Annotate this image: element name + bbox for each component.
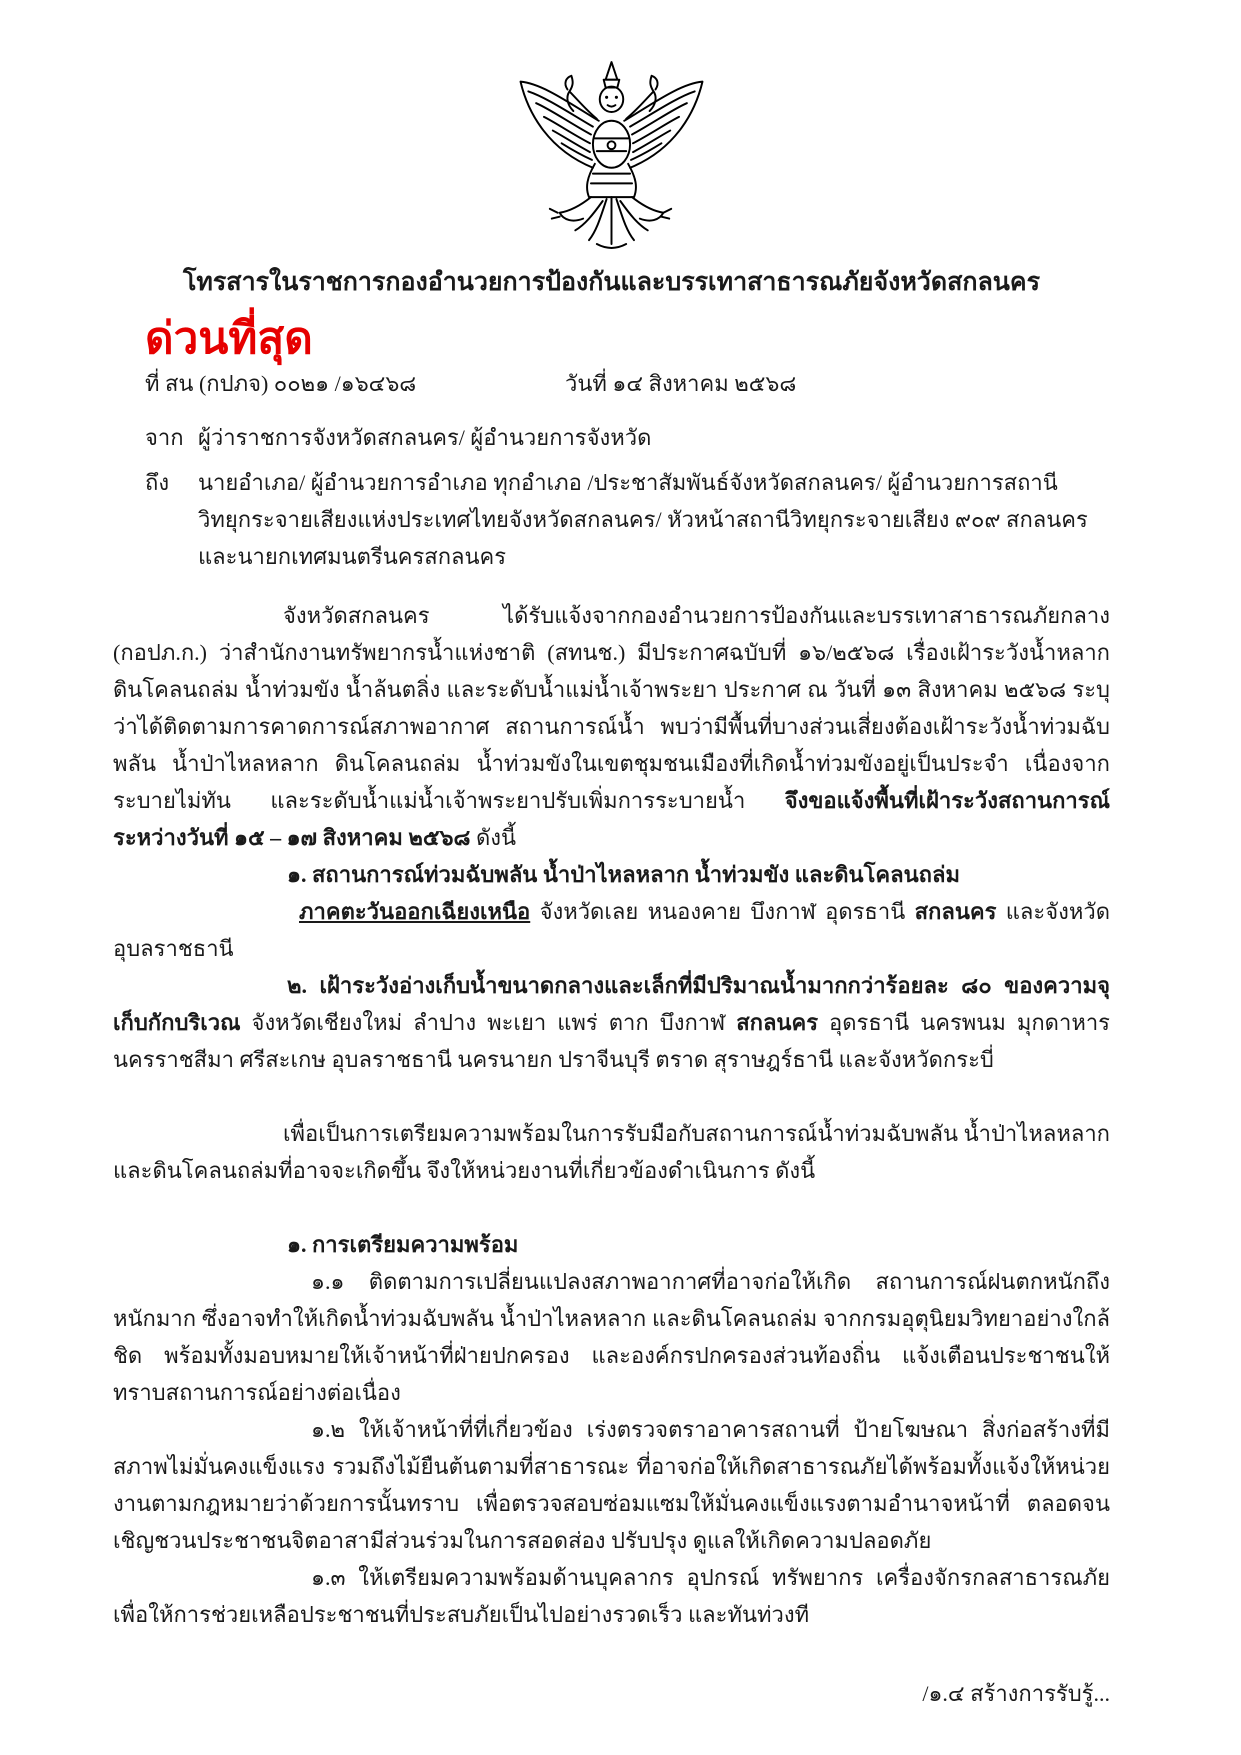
section-2-provinces-1: จังหวัดเชียงใหม่ ลำปาง พะเยา แพร่ ตาก บึงกาฬ — [240, 1010, 737, 1036]
section-2-heading: ๒. เฝ้าระวังอ่างเก็บน้ำขนาดกลางและเล็กที่มีปริมาณน้ำมากกว่าร้อยละ ๘๐ ของความจุเก็บกักบริเวณ — [113, 973, 1110, 1036]
intro-bold-alert: จึงขอแจ้งพื้นที่เฝ้าระวังสถานการณ์ระหว่างวันที่ ๑๕ – ๑๗ สิงหาคม ๒๕๖๘ — [113, 788, 1110, 851]
region-name: ภาคตะวันออกเฉียงเหนือ — [299, 899, 531, 925]
region-province-highlight: สกลนคร — [914, 899, 997, 925]
item-1-3-paragraph: ๑.๓ ให้เตรียมความพร้อมด้านบุคลากร อุปกรณ์ ทรัพยากร เครื่องจักรกลสาธารณภัย เพื่อให้การช่วยเหลือประชาชนที่ประสบภัยเป็นไปอย่างรวดเร็ว และทันท่วงที — [113, 1565, 1110, 1628]
section-2-province-highlight: สกลนคร — [736, 1010, 819, 1036]
to-value: นายอำเภอ/ ผู้อำนวยการอำเภอ ทุกอำเภอ /ประชาสัมพันธ์จังหวัดสกลนคร/ ผู้อำนวยการสถานี วิทยุกระจายเสียงแห่งประเทศไทยจังหวัดสกลนคร/ หัวหน้าสถานีวิทยุกระจายเสียง ๙๐๙ สกลนคร และนายกเทศมนตรีนครสกลนคร — [198, 470, 1088, 570]
page-continuation-note: /๑.๔ สร้างการรับรู้... — [922, 1681, 1110, 1707]
item-1-2-paragraph: ๑.๒ ให้เจ้าหน้าที่ที่เกี่ยวข้อง เร่งตรวจตราอาคารสถานที่ ป้ายโฆษณา สิ่งก่อสร้างที่มีสภาพไม่มั่นคงแข็งแรง รวมถึงไม้ยืนต้นตามที่สาธารณะ ที่อาจก่อให้เกิดสาธารณภัยได้พร้อมทั้งแจ้งให้หน่วยงานตามกฎหมายว่าด้วยการนั้นทราบ เพื่อตรวจสอบซ่อมแซมให้มั่นคงแข็งแรงตามอำนาจหน้าที่ ตลอดจนเชิญชวนประชาชนจิตอาสามีส่วนร่วมในการสอดส่อง ปรับปรุง ดูแลให้เกิดความปลอดภัย — [113, 1417, 1110, 1554]
reference-number: ที่ สน (กปภจ) ๐๐๒๑ /๑๖๔๖๘ — [145, 371, 417, 397]
from-value: ผู้ว่าราชการจังหวัดสกลนคร/ ผู้อำนวยการจังหวัด — [198, 425, 652, 451]
intro-text-2: ดังนี้ — [470, 825, 517, 851]
region-provinces-1: จังหวัดเลย หนองคาย บึงกาฬ อุดรธานี — [530, 899, 915, 925]
to-row — [145, 464, 1110, 575]
document-date: วันที่ ๑๔ สิงหาคม ๒๕๖๘ — [565, 371, 797, 397]
section-2-paragraph — [113, 967, 1110, 1078]
reference-row — [145, 366, 1110, 401]
document-body — [113, 597, 1110, 1712]
preparedness-intro-paragraph: เพื่อเป็นการเตรียมความพร้อมในการรับมือกับสถานการณ์น้ำท่วมฉับพลัน น้ำป่าไหลหลาก และดินโคลนถล่มที่อาจจะเกิดขึ้น จึงให้หน่วยงานที่เกี่ยวข้องดำเนินการ ดังนี้ — [113, 1121, 1110, 1184]
garuda-emblem-icon — [499, 56, 724, 256]
garuda-emblem-svg — [499, 56, 724, 256]
item-1-1-paragraph: ๑.๑ ติดตามการเปลี่ยนแปลงสภาพอากาศที่อาจก่อให้เกิด สถานการณ์ฝนตกหนักถึงหนักมาก ซึ่งอาจทำให้เกิดน้ำท่วมฉับพลัน น้ำป่าไหลหลาก และดินโคลนถล่ม จากกรมอุตุนิยมวิทยาอย่างใกล้ชิด พร้อมทั้งมอบหมายให้เจ้าหน้าที่ฝ่ายปกครอง และองค์กรปกครองส่วนท้องถิ่น แจ้งเตือนประชาชนให้ทราบสถานการณ์อย่างต่อเนื่อง — [113, 1269, 1110, 1406]
region-paragraph — [113, 893, 1110, 967]
intro-paragraph — [113, 597, 1110, 856]
preparedness-heading: ๑. การเตรียมความพร้อม — [287, 1232, 519, 1258]
to-label: ถึง — [145, 470, 170, 496]
section-2-provinces-2: อุดรธานี นครพนม มุกดาหาร นครราชสีมา ศรีสะเกษ อุบลราชธานี นครนายก ปราจีนบุรี ตราด สุราษฎร์ธานี และจังหวัดกระบี่ — [113, 1010, 1110, 1073]
from-row — [145, 419, 1110, 456]
urgency-stamp: ด่วนที่สุด — [145, 314, 313, 363]
region-provinces-2: และจังหวัดอุบลราชธานี — [113, 899, 1110, 962]
from-label: จาก — [145, 425, 184, 451]
intro-text-1: จังหวัดสกลนคร ได้รับแจ้งจากกองอำนวยการป้องกันและบรรเทาสาธารณภัยกลาง (กอปภ.ก.) ว่าสำนักงานทรัพยากรน้ำแห่งชาติ (สทนช.) มีประกาศฉบับที่ ๑๖/๒๕๖๘ เรื่องเฝ้าระวังน้ำหลาก ดินโคลนถล่ม น้ำท่วมขัง น้ำล้นตลิ่ง และระดับน้ำแม่น้ำเจ้าพระยา ประกาศ ณ วันที่ ๑๓ สิงหาคม ๒๕๖๘ ระบุว่าได้ติดตามการคาดการณ์สภาพอากาศ สถานการณ์น้ำ พบว่ามีพื้นที่บางส่วนเสี่ยงต้องเฝ้าระวังน้ำท่วมฉับพลัน น้ำป่าไหลหลาก ดินโคลนถล่ม น้ำท่วมขังในเขตชุมชนเมืองที่เกิดน้ำท่วมขังอยู่เป็นประจำ เนื่องจากระบายไม่ทัน และระดับน้ำแม่น้ำเจ้าพระยาปรับเพิ่มการระบายน้ำ — [113, 603, 1110, 814]
document-title: โทรสารในราชการกองอำนวยการป้องกันและบรรเทาสาธารณภัยจังหวัดสกลนคร — [182, 269, 1041, 296]
section-1-heading: ๑. สถานการณ์ท่วมฉับพลัน น้ำป่าไหลหลาก น้ำท่วมขัง และดินโคลนถล่ม — [287, 862, 960, 888]
